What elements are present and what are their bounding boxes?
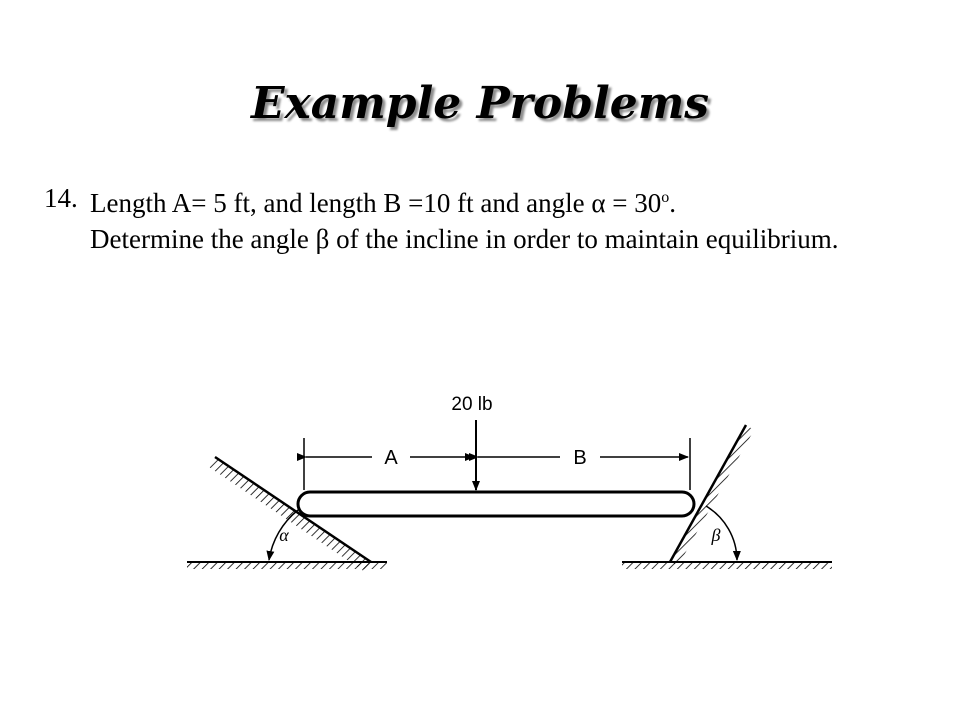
ground-right xyxy=(622,562,832,569)
problem-line1-text: Length A= 5 ft, and length B =10 ft and angle xyxy=(90,188,592,218)
beta-symbol: β xyxy=(315,224,330,254)
degree-superscript: o xyxy=(661,189,670,206)
problem-equals-value: = 30 xyxy=(605,188,662,218)
angle-alpha-label: α xyxy=(279,525,289,545)
dimension-a-label: A xyxy=(384,447,398,469)
beam-diagram xyxy=(170,380,850,590)
problem-line2-text: Determine the angle xyxy=(90,224,316,254)
problem-line2-rest: of the incline in order to maintain equilibrium. xyxy=(329,224,839,254)
dimension-a xyxy=(306,447,474,469)
dimension-b xyxy=(478,447,688,469)
problem-number: 14. xyxy=(44,183,78,213)
angle-beta-label: β xyxy=(711,525,721,545)
slide-title: Example Problems xyxy=(250,78,710,129)
load-label: 20 lb xyxy=(451,394,493,415)
dimension-b-label: B xyxy=(573,447,587,469)
problem-text xyxy=(90,180,924,257)
alpha-symbol: α xyxy=(591,188,606,218)
beam xyxy=(298,492,694,516)
problem-statement xyxy=(44,180,924,257)
problem-period: . xyxy=(669,188,676,218)
